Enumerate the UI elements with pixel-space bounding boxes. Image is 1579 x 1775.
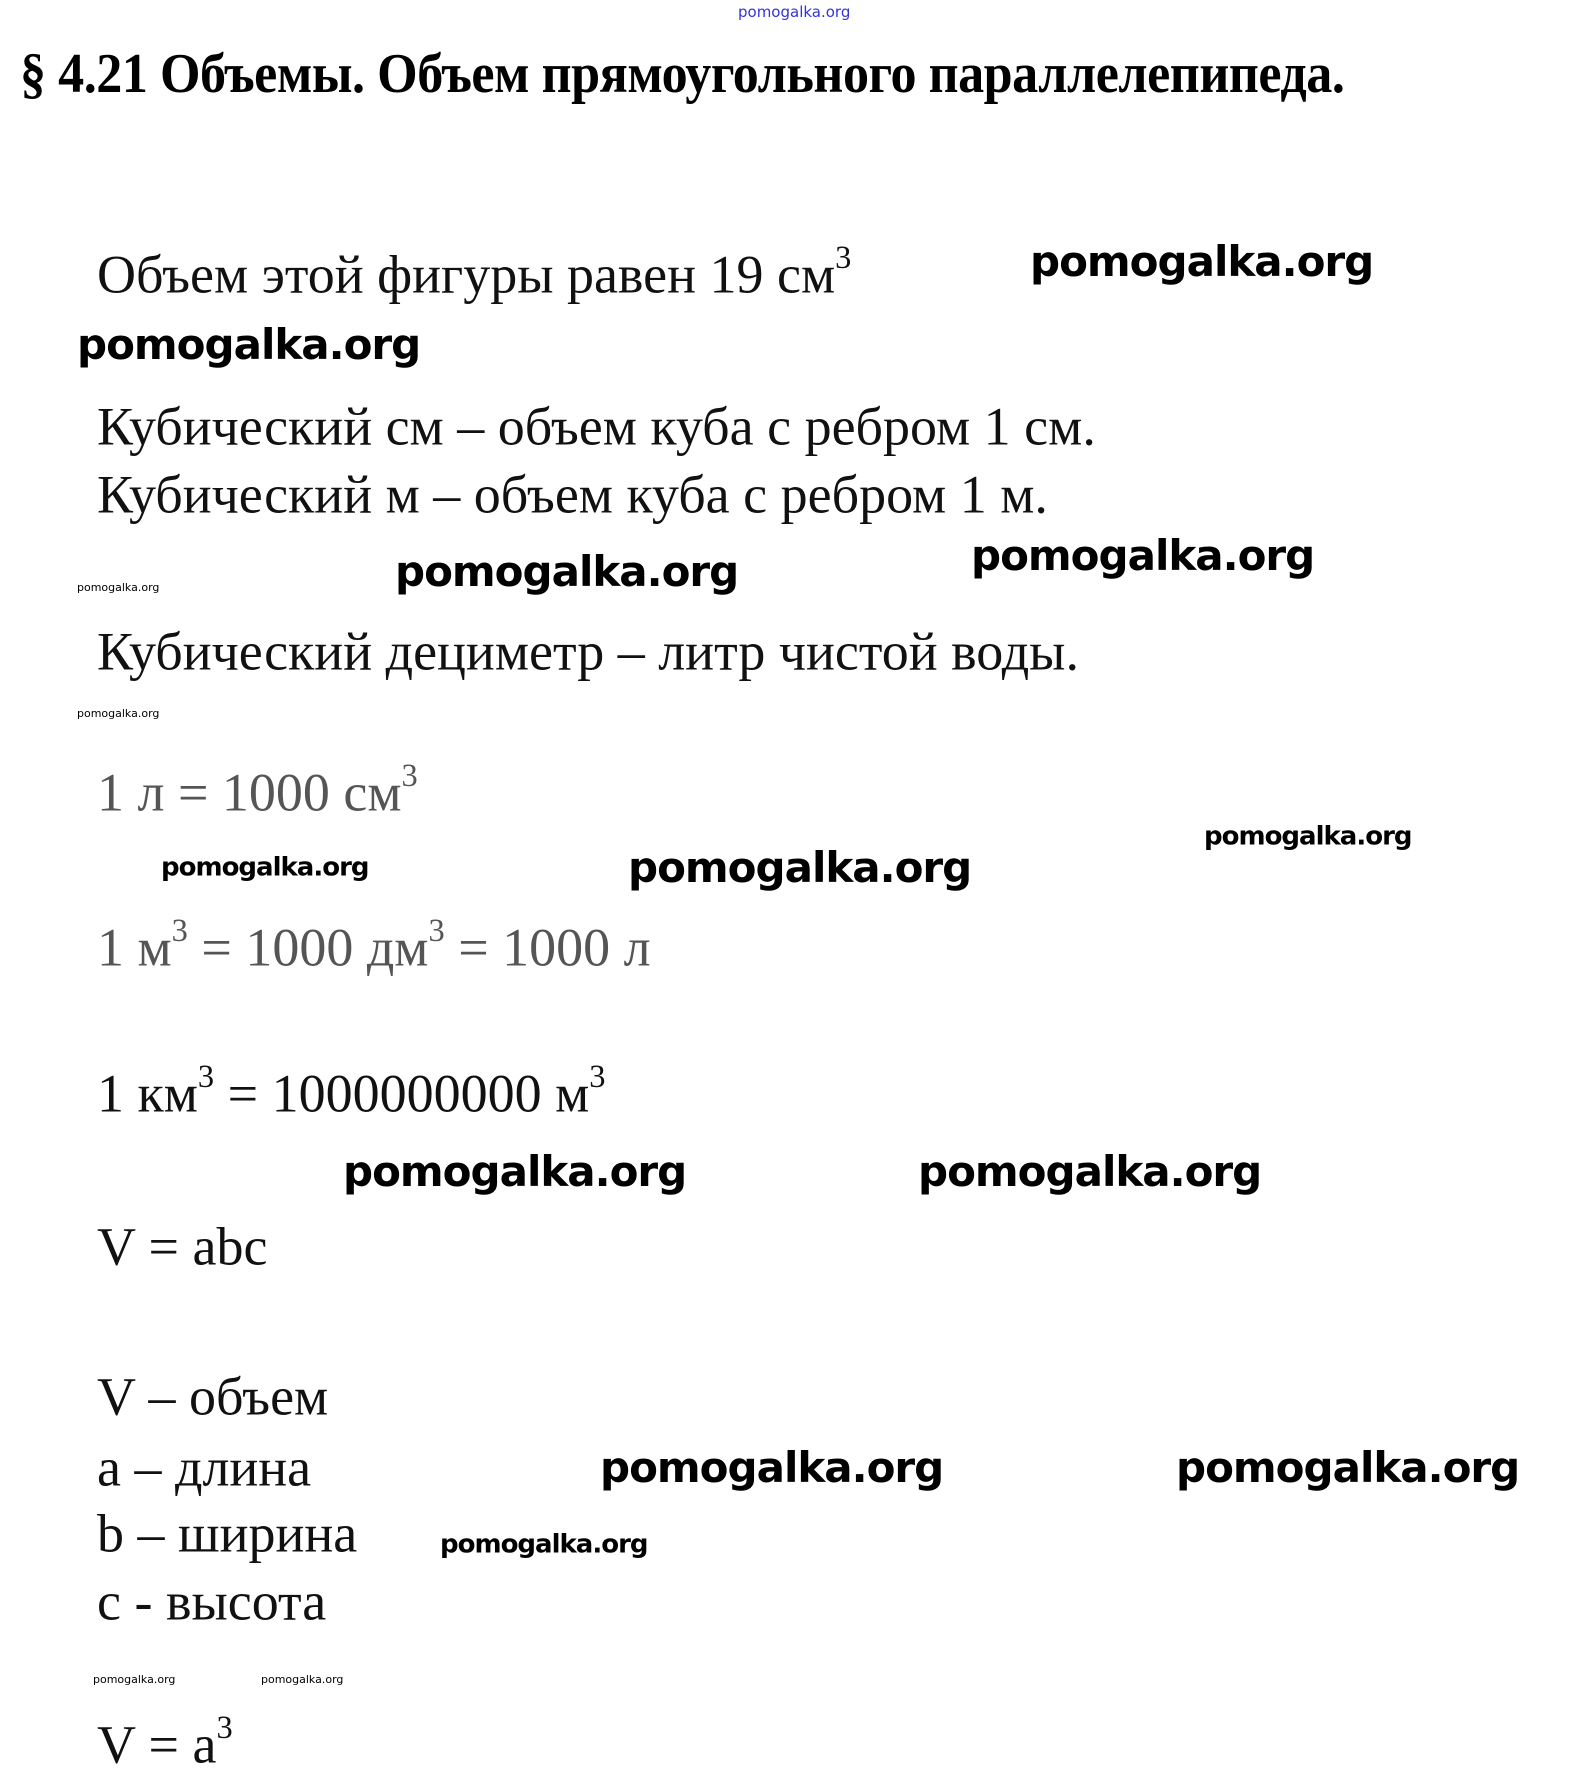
watermark: pomogalka.org	[77, 580, 160, 594]
text-liter-equation	[97, 758, 418, 823]
text-cubic-cm: Кубический см – объем куба с ребром 1 см.	[97, 396, 1096, 457]
watermark: pomogalka.org	[440, 1529, 648, 1560]
watermark: pomogalka.org	[600, 1442, 944, 1492]
text-segment: 1 км	[97, 1063, 198, 1124]
exponent: 3	[197, 1059, 215, 1096]
watermark: pomogalka.org	[93, 1672, 176, 1686]
header-watermark: pomogalka.org	[738, 2, 851, 21]
text-m3-equation	[97, 913, 651, 978]
text-segment: = 1000 дм	[187, 917, 429, 978]
text-b-definition: b – ширина	[97, 1503, 358, 1564]
exponent: 3	[428, 913, 445, 950]
watermark: pomogalka.org	[395, 546, 739, 596]
text-segment: Объем этой фигуры равен 19 см	[97, 244, 836, 305]
exponent: 3	[171, 913, 188, 950]
page-title: § 4.21 Объемы. Объем прямоугольного параллелепипеда.	[20, 43, 1345, 106]
watermark: pomogalka.org	[77, 319, 421, 369]
text-a-definition: a – длина	[97, 1437, 312, 1498]
watermark: pomogalka.org	[161, 852, 369, 883]
text-segment: V = a	[97, 1714, 217, 1775]
text-cubic-m: Кубический м – объем куба с ребром 1 м.	[97, 464, 1048, 525]
text-cubic-dm: Кубический дециметр – литр чистой воды.	[97, 621, 1079, 682]
exponent: 3	[835, 240, 852, 277]
watermark: pomogalka.org	[77, 706, 160, 720]
watermark: pomogalka.org	[261, 1672, 344, 1686]
exponent: 3	[216, 1710, 233, 1747]
text-v-definition: V – объем	[97, 1366, 329, 1427]
text-segment: = 1000000000 м	[214, 1063, 590, 1124]
exponent: 3	[401, 758, 418, 795]
watermark: pomogalka.org	[1176, 1442, 1520, 1492]
text-segment: 1 л = 1000 см	[97, 762, 402, 823]
text-figure-volume	[97, 240, 852, 305]
text-segment: 1 м	[97, 917, 172, 978]
watermark: pomogalka.org	[1204, 821, 1412, 852]
text-segment: = 1000 л	[444, 917, 651, 978]
text-cube-formula	[97, 1710, 233, 1775]
watermark: pomogalka.org	[628, 842, 972, 892]
watermark: pomogalka.org	[1030, 236, 1374, 286]
text-c-definition: c - высота	[97, 1571, 327, 1632]
text-formula: V = abc	[97, 1216, 268, 1277]
text-km3-equation	[97, 1059, 606, 1124]
watermark: pomogalka.org	[343, 1146, 687, 1196]
watermark: pomogalka.org	[971, 530, 1315, 580]
watermark: pomogalka.org	[918, 1146, 1262, 1196]
exponent: 3	[589, 1059, 606, 1096]
